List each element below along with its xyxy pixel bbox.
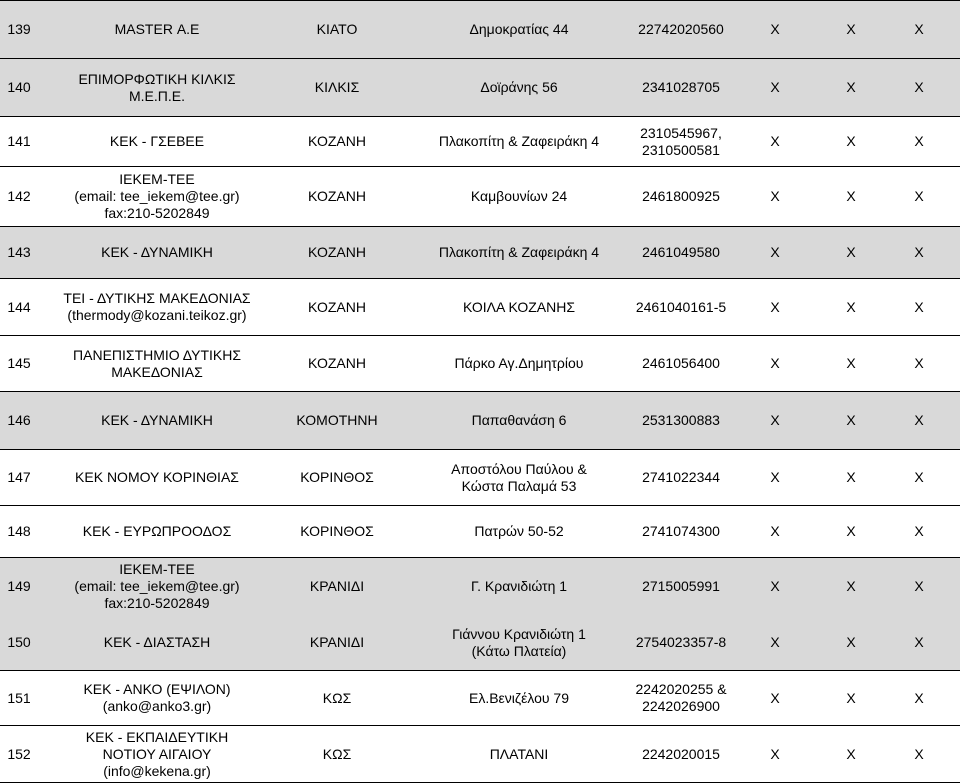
phone (615, 279, 747, 335)
phone (615, 392, 747, 449)
phone-lines (642, 412, 720, 429)
mark-1: X (770, 469, 780, 485)
mark-2: X (846, 412, 856, 428)
mark-1: X (770, 745, 780, 762)
address-line: Πλακοπίτη & Ζαφειράκη 4 (438, 244, 600, 260)
address-line: Ελ.Βενιζέλου 79 (468, 689, 570, 706)
table-row (0, 335, 960, 391)
organization-name (42, 392, 272, 449)
phone-line: 22742020560 (638, 21, 724, 37)
address-lines (451, 461, 587, 495)
phone-line: 2461056400 (642, 355, 720, 371)
mark-3: X (914, 469, 924, 485)
table-row (0, 226, 960, 278)
address-lines (471, 188, 567, 205)
mark-1: X (770, 634, 780, 650)
table-row (0, 557, 960, 615)
address-line: Γ. Κρανιδιώτη 1 (470, 578, 568, 594)
organization-name (42, 615, 272, 670)
phone-lines (635, 681, 726, 715)
table-row (0, 278, 960, 335)
city: ΚΟΖΑΝΗ (308, 133, 366, 149)
organization-name (42, 450, 272, 505)
organization-lines (86, 729, 228, 780)
address-lines (470, 21, 569, 38)
city: ΚΟΖΑΝΗ (308, 298, 366, 315)
organization-line: fax:210-5202849 (104, 595, 210, 611)
phone-line: 2341028705 (642, 79, 720, 95)
organization-line: ΚΕΚ - ΑΝΚΟ (ΕΨΙΛΟΝ) (83, 681, 231, 697)
address-line: Δημοκρατίας 44 (469, 21, 569, 37)
organization-line: ΠΑΝΕΠΙΣΤΗΜΙΟ ΔΥΤΙΚΗΣ (73, 346, 241, 363)
phone-line: 2461049580 (642, 244, 720, 260)
phone-line: 2754023357-8 (635, 634, 727, 650)
organization-line: ΚΕΚ - ΔΥΝΑΜΙΚΗ (101, 412, 213, 428)
row-number: 142 (7, 188, 31, 204)
organization-lines (101, 244, 213, 261)
mark-2: X (846, 689, 856, 706)
mark-3: X (914, 689, 924, 706)
mark-1: X (770, 244, 780, 260)
organization-lines (63, 290, 250, 324)
mark-1: X (770, 689, 780, 706)
phone (615, 227, 747, 278)
phone-line: 2531300883 (642, 412, 720, 428)
organization-lines (74, 171, 239, 222)
mark-3: X (914, 244, 924, 260)
organization-line: ΝΟΤΙΟΥ ΑΙΓΑΙΟΥ (102, 745, 212, 762)
phone (615, 336, 747, 391)
phone-lines (642, 188, 720, 205)
organization-lines (73, 347, 241, 381)
phone (615, 726, 747, 782)
organization-line: ΚΕΚ - ΓΣΕΒΕΕ (109, 133, 205, 149)
city: ΚΟΡΙΝΘΟΣ (300, 523, 374, 539)
phone-line: 2461040161-5 (635, 298, 727, 315)
table-row (0, 615, 960, 670)
address-lines (452, 626, 586, 660)
organization-line: ΚΕΚ - ΕΚΠΑΙΔΕΥΤΙΚΗ (85, 728, 229, 745)
row-number: 144 (7, 298, 31, 315)
organization-line: ΚΕΚ - ΕΥΡΩΠΡΟΟΔΟΣ (82, 523, 232, 539)
organization-line: Μ.Ε.Π.Ε. (128, 87, 185, 104)
organization-name (42, 726, 272, 782)
organization-line: ΚΕΚ - ΔΙΑΣΤΑΣΗ (103, 634, 211, 650)
city: ΚΟΖΑΝΗ (308, 355, 366, 371)
phone-line: 2310545967, (640, 124, 722, 141)
address (408, 558, 630, 615)
city: ΚΙΛΚΙΣ (314, 79, 360, 95)
mark-3: X (914, 578, 924, 594)
row-number: 146 (7, 412, 31, 428)
row-number: 151 (7, 689, 31, 706)
mark-3: X (914, 188, 924, 204)
address (408, 167, 630, 226)
phone-line: 2242026900 (642, 698, 720, 714)
address (408, 615, 630, 670)
organization-lines (83, 523, 231, 540)
mark-2: X (846, 133, 856, 149)
phone-line: 2741022344 (642, 469, 720, 485)
address-line: ΚΟΙΛΑ ΚΟΖΑΝΗΣ (462, 298, 576, 315)
row-number: 149 (7, 578, 31, 594)
address (408, 227, 630, 278)
city: ΚΙΑΤΟ (316, 21, 358, 37)
address (408, 279, 630, 335)
mark-1: X (770, 298, 780, 315)
mark-1: X (770, 355, 780, 371)
row-number: 152 (7, 745, 31, 762)
mark-2: X (846, 21, 856, 37)
address-lines (439, 133, 599, 150)
mark-3: X (914, 298, 924, 315)
phone-lines (642, 79, 720, 96)
phone-lines (640, 125, 722, 159)
organization-name (42, 117, 272, 166)
organization-name (42, 336, 272, 391)
table-row (0, 670, 960, 725)
phone (615, 506, 747, 557)
row-number: 145 (7, 355, 31, 371)
organization-lines (110, 133, 204, 150)
table-row (0, 116, 960, 166)
address-lines (463, 299, 575, 316)
address-line: Πατρών 50-52 (474, 523, 564, 539)
phone (615, 671, 747, 725)
phone-line: 2242020015 (642, 745, 720, 762)
address (408, 392, 630, 449)
address-lines (455, 355, 584, 372)
city: ΚΡΑΝΙΔΙ (309, 634, 365, 650)
address (408, 671, 630, 725)
organization-name (42, 558, 272, 615)
address-lines (469, 690, 569, 707)
phone-lines (642, 469, 720, 486)
row-number: 139 (7, 21, 31, 37)
organization-line: ΤΕΙ - ΔΥΤΙΚΗΣ ΜΑΚΕΔΟΝΙΑΣ (63, 290, 251, 306)
mark-2: X (846, 745, 856, 762)
phone (615, 59, 747, 116)
table-row (0, 391, 960, 449)
organization-lines (78, 71, 235, 105)
city: ΚΟΡΙΝΘΟΣ (300, 469, 374, 485)
table-row (0, 58, 960, 116)
phone-lines (642, 355, 720, 372)
city: ΚΟΖΑΝΗ (308, 188, 366, 204)
row-number: 141 (7, 133, 31, 149)
organization-lines (104, 634, 211, 651)
phone-lines (642, 578, 720, 595)
address-line: Δοϊράνης 56 (480, 79, 558, 95)
address-line: Γιάννου Κρανιδιώτη 1 (452, 625, 586, 642)
phone-line: 2310500581 (642, 141, 720, 158)
mark-1: X (770, 133, 780, 149)
mark-3: X (914, 523, 924, 539)
address-lines (490, 746, 549, 763)
address-line: Πάρκο Αγ.Δημητρίου (454, 355, 584, 371)
organization-line: (email: tee_iekem@tee.gr) (74, 578, 240, 594)
organization-line: ΙΕΚΕΜ-ΤΕΕ (119, 561, 195, 577)
address-line: Κώστα Παλαμά 53 (461, 477, 577, 494)
mark-3: X (914, 355, 924, 371)
mark-1: X (770, 578, 780, 594)
city: ΚΟΖΑΝΗ (308, 244, 366, 260)
city: ΚΡΑΝΙΔΙ (309, 578, 365, 594)
organization-lines (75, 469, 239, 486)
mark-3: X (914, 634, 924, 650)
address (408, 726, 630, 782)
table-row (0, 166, 960, 226)
mark-2: X (846, 355, 856, 371)
mark-2: X (846, 469, 856, 485)
organization-lines (74, 561, 239, 612)
row-number: 147 (7, 469, 31, 485)
phone (615, 1, 747, 58)
city: ΚΩΣ (322, 689, 352, 706)
phone-lines (642, 244, 720, 261)
row-number: 140 (7, 79, 31, 95)
mark-2: X (846, 298, 856, 315)
address (408, 336, 630, 391)
address-lines (474, 523, 563, 540)
mark-2: X (846, 188, 856, 204)
address (408, 117, 630, 166)
address-line: ΠΛΑΤΑΝΙ (489, 745, 549, 762)
mark-2: X (846, 244, 856, 260)
mark-1: X (770, 412, 780, 428)
phone (615, 167, 747, 226)
organization-line: ΕΠΙΜΟΡΦΩΤΙΚΗ ΚΙΛΚΙΣ (78, 70, 236, 87)
organization-line: fax:210-5202849 (104, 205, 210, 221)
row-number: 143 (7, 244, 31, 260)
table-row (0, 505, 960, 557)
table-row (0, 0, 960, 58)
address (408, 59, 630, 116)
organization-lines (83, 681, 230, 715)
table-row (0, 725, 960, 783)
city: ΚΩΣ (322, 745, 352, 762)
phone-line: 2461800925 (642, 188, 720, 204)
mark-2: X (846, 79, 856, 95)
organization-line: ΜΑΚΕΔΟΝΙΑΣ (111, 363, 203, 380)
mark-1: X (770, 79, 780, 95)
mark-1: X (770, 188, 780, 204)
organization-line: (anko@anko3.gr) (102, 698, 212, 714)
row-number: 148 (7, 523, 31, 539)
mark-3: X (914, 21, 924, 37)
mark-2: X (846, 523, 856, 539)
address-lines (472, 412, 567, 429)
address-line: Πλακοπίτη & Ζαφειράκη 4 (438, 133, 600, 149)
phone-lines (636, 299, 726, 316)
organization-line: ΙΕΚΕΜ-ΤΕΕ (119, 171, 195, 187)
organization-line: (thermody@kozani.teikoz.gr) (67, 307, 247, 323)
mark-2: X (846, 578, 856, 594)
phone-line: 2242020255 & (635, 681, 727, 697)
organization-line: ΚΕΚ ΝΟΜΟΥ ΚΟΡΙΝΘΙΑΣ (75, 469, 239, 485)
address-lines (471, 578, 567, 595)
organization-name (42, 59, 272, 116)
organization-name (42, 506, 272, 557)
address (408, 450, 630, 505)
mark-3: X (914, 133, 924, 149)
phone-line: 2741074300 (642, 523, 720, 539)
phone (615, 615, 747, 670)
city: ΚΟΜΟΤΗΝΗ (296, 412, 378, 428)
mark-1: X (770, 523, 780, 539)
address (408, 506, 630, 557)
row-number: 150 (7, 634, 31, 650)
organization-lines (101, 412, 213, 429)
address-lines (439, 244, 599, 261)
mark-1: X (770, 21, 780, 37)
phone-line: 2715005991 (642, 578, 720, 594)
organization-line: ΚΕΚ - ΔΥΝΑΜΙΚΗ (101, 244, 213, 260)
phone (615, 117, 747, 166)
phone (615, 558, 747, 615)
address-lines (480, 79, 557, 96)
organization-name (42, 1, 272, 58)
phone-lines (636, 634, 726, 651)
organization-lines (115, 21, 200, 38)
table-row (0, 449, 960, 505)
phone-lines (642, 746, 720, 763)
phone (615, 450, 747, 505)
address (408, 1, 630, 58)
mark-3: X (914, 412, 924, 428)
mark-2: X (846, 634, 856, 650)
organization-name (42, 671, 272, 725)
organization-line: (email: tee_iekem@tee.gr) (74, 188, 240, 204)
organization-line: (info@kekena.gr) (103, 762, 211, 779)
organization-line: MASTER Α.Ε (114, 21, 200, 37)
address-line: Καμβουνίων 24 (470, 188, 568, 204)
address-line: (Κάτω Πλατεία) (471, 642, 567, 659)
organization-name (42, 227, 272, 278)
mark-3: X (914, 79, 924, 95)
organization-name (42, 167, 272, 226)
address-line: Παπαθανάση 6 (471, 412, 567, 428)
phone-lines (638, 21, 724, 38)
phone-lines (642, 523, 720, 540)
mark-3: X (914, 745, 924, 762)
address-line: Αποστόλου Παύλου & (451, 460, 587, 477)
organization-name (42, 279, 272, 335)
